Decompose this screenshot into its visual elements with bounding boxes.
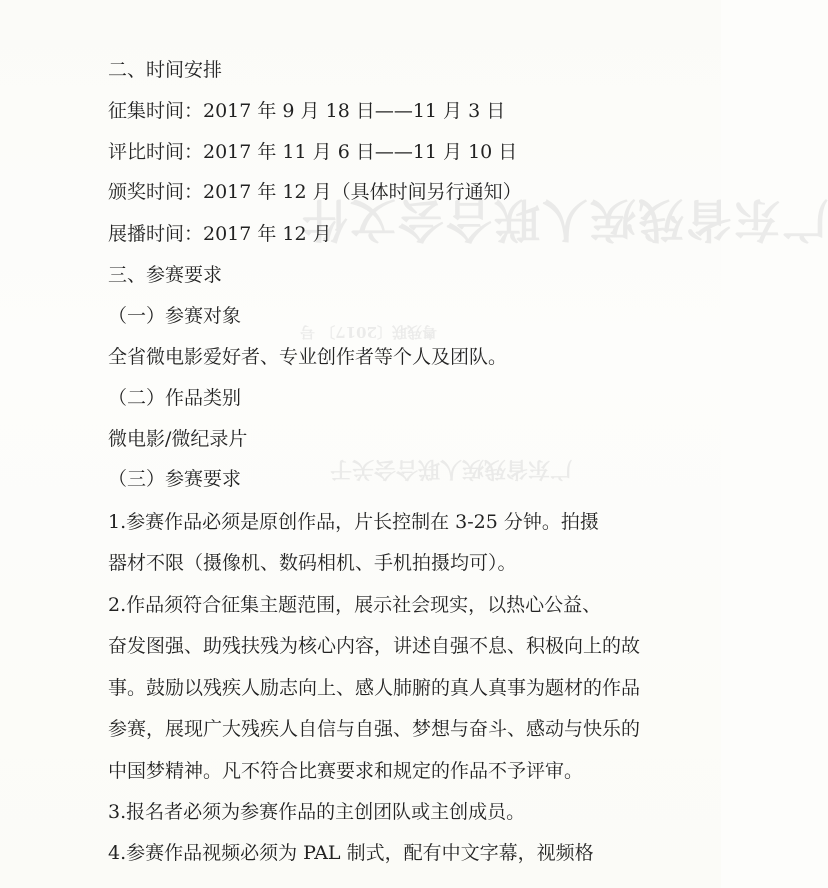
rule-2-line-1: 2.作品须符合征集主题范围，展示社会现实，以热心公益、 <box>108 594 602 616</box>
rule-4-line-1: 4.参赛作品视频必须为 PAL 制式，配有中文字幕，视频格 <box>108 842 594 864</box>
subsection-heading-category: （二）作品类别 <box>108 387 242 409</box>
subsection-heading-rules: （三）参赛要求 <box>108 468 242 490</box>
subsection-heading-eligibility: （一）参赛对象 <box>108 305 242 327</box>
bleed-through-subtitle: 广东省残疾人联合会关于 <box>330 456 573 482</box>
rule-2-line-4: 参赛，展现广大残疾人自信与自强、梦想与奋斗、感动与快乐的 <box>108 718 641 740</box>
section-heading-schedule: 二、时间安排 <box>108 59 223 81</box>
section-heading-requirements: 三、参赛要求 <box>108 264 223 286</box>
schedule-judging: 评比时间：2017 年 11 月 6 日——11 月 10 日 <box>108 141 518 163</box>
schedule-broadcast: 展播时间：2017 年 12 月 <box>108 223 332 245</box>
rule-2-line-5: 中国梦精神。凡不符合比赛要求和规定的作品不予评审。 <box>108 760 584 782</box>
rule-2-line-2: 奋发图强、助残扶残为核心内容，讲述自强不息、积极向上的故 <box>108 635 641 657</box>
rule-3: 3.报名者必须为参赛作品的主创团队或主创成员。 <box>108 801 526 823</box>
rule-2-line-3: 事。鼓励以残疾人励志向上、感人肺腑的真人真事为题材的作品 <box>108 677 641 699</box>
eligibility-text: 全省微电影爱好者、专业创作者等个人及团队。 <box>108 346 508 368</box>
schedule-awards: 颁奖时间：2017 年 12 月（具体时间另行通知） <box>108 181 522 203</box>
rule-1-line-1: 1.参赛作品必须是原创作品，片长控制在 3-25 分钟。拍摄 <box>108 511 599 533</box>
category-text: 微电影/微纪录片 <box>108 428 248 450</box>
bleed-through-docno: 粤残联〔2017〕 号 <box>300 323 437 341</box>
rule-1-line-2: 器材不限（摄像机、数码相机、手机拍摄均可）。 <box>108 552 517 574</box>
schedule-collection: 征集时间：2017 年 9 月 18 日——11 月 3 日 <box>108 100 506 122</box>
bleed-through-title: 广东省残疾人联合会文件 <box>300 193 828 247</box>
